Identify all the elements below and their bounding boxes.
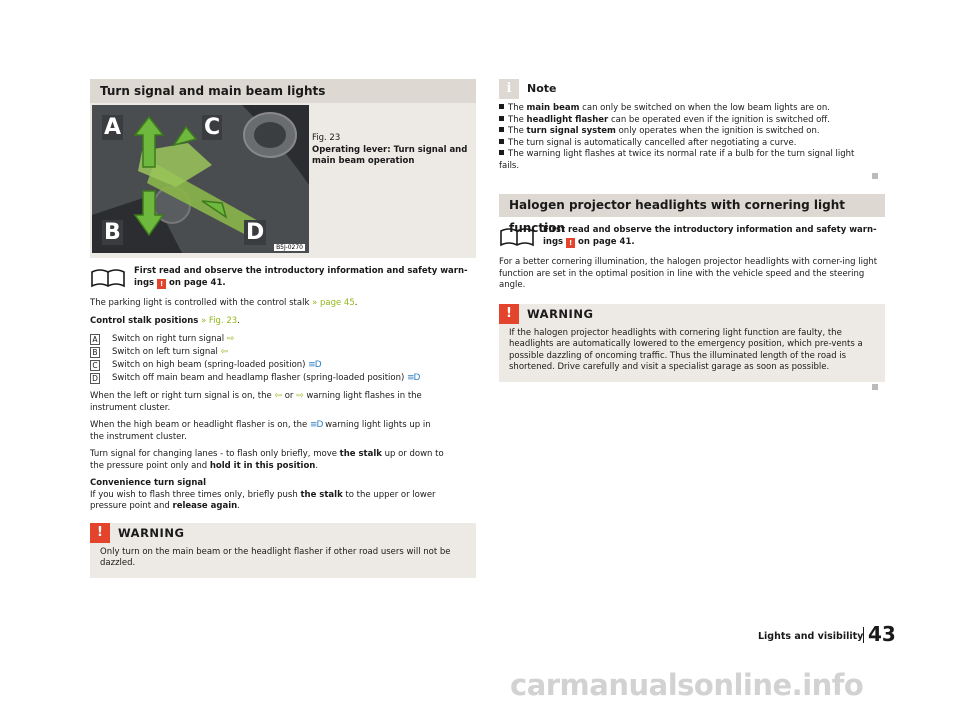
note-title: Note [527, 82, 557, 95]
section-title-halogen: Halogen projector headlights with cornering light function [499, 194, 885, 217]
conv-text-2: to the upper or lower [345, 489, 436, 500]
note-post: The warning light flashes at twice its normal rate if a bulb for the turn signal light fails. [499, 149, 855, 171]
conv-text-1: If you wish to flash three times only, briefly push [90, 489, 298, 500]
note-pre: The [508, 114, 527, 125]
section-title: Turn signal and main beam lights [90, 79, 476, 103]
right-column [499, 79, 885, 382]
lane-paragraph [90, 449, 476, 472]
note-post: can only be switched on when the low beam lights are on. [579, 103, 830, 113]
warning-icon: ! [90, 523, 110, 543]
right-arrow-icon: ⇨ [226, 334, 235, 344]
figure-23 [90, 103, 476, 258]
left-column [90, 79, 476, 578]
position-letter: D [90, 373, 100, 384]
beam-text-1: When the high beam or headlight flasher is on, the [90, 420, 308, 430]
warning-text: Only turn on the main beam or the headlight flasher if other road users will not be dazzled. [100, 546, 451, 568]
conv-text-3: pressure point and [90, 501, 170, 511]
note-post: only operates when the ignition is switched on. [615, 126, 820, 136]
intro-ings: ings [134, 277, 155, 288]
list-item [499, 149, 865, 172]
figure-label-d: D [246, 220, 265, 245]
note-pre: The [508, 103, 527, 113]
lane-bold-2: hold it in this position [209, 460, 316, 471]
list-item [499, 138, 885, 150]
position-letter: A [90, 334, 100, 345]
warning-header [90, 523, 476, 543]
warning-title: WARNING [118, 525, 185, 540]
figure-caption [312, 133, 472, 168]
beam-text-3: the instrument cluster. [90, 431, 187, 442]
note-post: can be operated even if the ignition is switched off. [608, 114, 830, 125]
info-icon: i [499, 79, 519, 99]
positions-heading: Control stalk positions » Fig. 23. [90, 315, 240, 326]
turn-signal-stalk-image [92, 105, 309, 253]
conv-text-4: . [237, 501, 240, 511]
warning-header [499, 304, 885, 324]
note-list [499, 103, 885, 172]
footer-divider [863, 627, 864, 643]
note-pre: The [508, 126, 527, 136]
position-text: Switch on right turn signal [112, 334, 225, 344]
list-item [90, 372, 476, 385]
figure-title: Operating lever: Turn signal and main beam operation [312, 144, 468, 166]
convenience-title: Convenience turn signal [90, 478, 207, 488]
note-bold: turn signal system [526, 126, 616, 136]
high-beam-icon: ≡D [407, 373, 420, 383]
warning-title: WARNING [527, 306, 594, 321]
intro-line-2 [543, 237, 885, 249]
position-letter: C [90, 360, 100, 371]
beam-paragraph [90, 420, 476, 443]
lane-bold-1: the stalk [339, 449, 382, 459]
turn-text-3: instrument cluster. [90, 402, 171, 413]
fig-23-link[interactable]: » Fig. 23 [201, 315, 238, 326]
turn-text-or: or [284, 391, 294, 401]
list-item [499, 126, 885, 138]
positions-label: Control stalk positions [90, 315, 199, 326]
bullet-icon [499, 116, 504, 121]
figure-label-c: C [204, 115, 221, 140]
watermark: carmanualsonline.info [510, 668, 864, 701]
turn-text-1: When the left or right turn signal is on, the [90, 391, 272, 401]
halogen-body: For a better cornering illumination, the halogen projector headlights with corner-ing light function are set in the optimal position in line with the vehicle speed and the steering angle. [499, 257, 878, 290]
intro-ings: ings [543, 236, 564, 247]
warning-icon: ! [157, 279, 166, 289]
high-beam-icon: ≡D [308, 360, 321, 370]
warning-box [499, 304, 885, 382]
lane-text-3: the pressure point only and [90, 460, 208, 471]
list-item [499, 115, 885, 127]
note-bold: main beam [526, 103, 580, 113]
list-item [90, 346, 476, 359]
intro-line-1: First read and observe the introductory information and safety warn- [134, 266, 468, 276]
open-book-icon [499, 225, 535, 247]
section-end-marker [872, 384, 878, 390]
intro-page-ref[interactable]: on page 41. [578, 236, 635, 247]
position-text: Switch on high beam (spring-loaded position) [112, 360, 306, 370]
note-bold: headlight flasher [526, 114, 609, 125]
section-end-marker [872, 173, 878, 179]
lane-text-4: . [315, 460, 319, 471]
bullet-icon [499, 104, 504, 109]
convenience-paragraph [90, 478, 476, 513]
figure-label-a: A [104, 115, 122, 140]
note-header [499, 79, 885, 101]
bullet-icon [499, 127, 504, 132]
warning-icon: ! [499, 304, 519, 324]
page-45-link[interactable]: » page 45 [312, 298, 355, 308]
intro-line-2 [134, 278, 476, 290]
warning-text: If the halogen projector headlights with cornering light function are faulty, the headlights are automatically lowered to the emergency position, which pre-vents a possible dazzling of oncoming traffic. Thus the illuminated length of the road is shortened. Drive carefully and visit a specialist garage as soon as possible. [509, 327, 863, 372]
figure-number: Fig. 23 [312, 133, 341, 143]
left-arrow-icon: ⇦ [274, 391, 282, 401]
position-text: Switch off main beam and headlamp flasher (spring-loaded position) [112, 373, 405, 383]
footer-section-label: Lights and visibility [758, 631, 864, 642]
conv-bold-1: the stalk [300, 489, 343, 500]
lane-text-1: Turn signal for changing lanes - to flash only briefly, move [90, 449, 337, 459]
position-text: Switch on left turn signal [112, 347, 218, 357]
warning-box [90, 523, 476, 578]
beam-text-2: warning light lights up in [325, 420, 431, 430]
open-book-icon [90, 266, 126, 288]
parking-paragraph: The parking light is controlled with the control stalk » page 45. [90, 298, 358, 308]
list-item [499, 103, 885, 115]
intro-page-ref[interactable]: on page 41. [169, 277, 226, 288]
bullet-icon [499, 150, 504, 155]
figure-label-b: B [104, 220, 121, 245]
intro-notice [90, 266, 476, 292]
position-list [90, 333, 476, 385]
parking-text: The parking light is controlled with the control stalk [90, 298, 310, 308]
position-letter: B [90, 347, 100, 358]
left-arrow-icon: ⇦ [220, 347, 229, 357]
turn-text-2: warning light flashes in the [306, 391, 422, 401]
figure-code: B5J-0270 [276, 244, 303, 251]
list-item [90, 333, 476, 346]
intro-notice [499, 225, 885, 251]
warning-icon: ! [566, 238, 575, 248]
page-number: 43 [868, 622, 896, 646]
lane-text-2: up or down to [384, 449, 444, 459]
stalk-illustration [92, 105, 309, 253]
high-beam-icon: ≡D [309, 420, 323, 430]
intro-line-1: First read and observe the introductory information and safety warn- [543, 225, 877, 235]
bullet-icon [499, 139, 504, 144]
turn-paragraph [90, 391, 476, 414]
conv-bold-2: release again [172, 501, 238, 511]
note-post: The turn signal is automatically cancelled after negotiating a curve. [508, 137, 797, 148]
right-arrow-icon: ⇨ [296, 391, 304, 401]
list-item [90, 359, 476, 372]
